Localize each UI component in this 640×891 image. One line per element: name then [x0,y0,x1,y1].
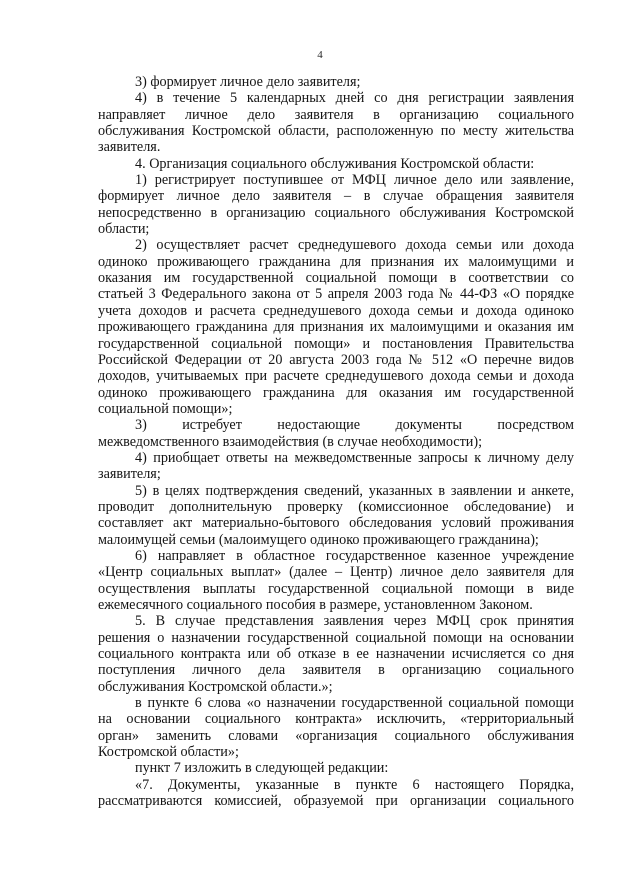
text-line: заявителя; [98,466,161,483]
text-line: Российской Федерации от 20 августа 2003 года № 512 «О перечне видов [98,351,574,368]
text-line: области; [98,221,150,238]
text-line: заявителя. [98,139,161,156]
text-line: 6) направляет в областное государственное казенное учреждение [135,547,574,564]
text-line: решения о назначении государственной социальной помощи на основании [98,629,574,646]
text-line: формирует личное дело заявителя – в случае обращения заявителя [98,188,574,205]
document-body [98,74,574,809]
text-line: социальной помощи»; [98,400,233,417]
text-line: социального контракта или об отказе в ее назначении исчисляется со дня [98,646,574,663]
text-line: составляет акт материально-бытового обследования условий проживания [98,515,574,532]
text-line: на основании социального контракта» исключить, «территориальный [98,711,574,728]
text-line: государственной социальной помощи» и постановления Правительства [98,335,574,352]
text-line: осуществления выплаты государственной социальной помощи в виде [98,580,574,597]
text-line: в пункте 6 слова «о назначении государственной социальной помощи [135,695,574,712]
text-line: одиноко проживающего гражданина для оказания им государственной [98,384,574,401]
text-line: межведомственного взаимодействия (в случае необходимости); [98,433,483,450]
text-line: статьей 3 Федерального закона от 5 апреля 2003 года № 44-ФЗ «О порядке [98,286,574,303]
text-line: 4. Организация социального обслуживания Костромской области: [135,155,535,172]
text-line: «Центр социальных выплат» (далее – Центр) личное дело заявителя для [98,564,574,581]
text-line: пункт 7 изложить в следующей редакции: [135,760,389,777]
text-line: 4) в течение 5 календарных дней со дня регистрации заявления [135,90,574,107]
text-line: 2) осуществляет расчет среднедушевого дохода семьи или дохода [135,237,574,254]
text-line: 3) истребует недостающие документы посредством [135,417,574,434]
text-line: 3) формирует личное дело заявителя; [135,74,361,90]
text-line: обслуживания Костромской области.»; [98,678,333,695]
text-line: Костромской области»; [98,744,239,761]
text-line: доходов, учитываемых при расчете среднедушевого дохода семьи и дохода [98,368,574,385]
text-line: орган» заменить словами «организация социального обслуживания [98,727,574,744]
text-line: направляет личное дело заявителя в организацию социального [98,106,574,123]
text-line: непосредственно в организацию социального обслуживания Костромской [98,204,574,221]
text-line: ежемесячного социального пособия в размере, установленном Законом. [98,597,533,613]
text-line: малоимущей семьи (малоимущего одиноко проживающего гражданина); [98,531,539,548]
text-line: 5. В случае представления заявления через МФЦ срок принятия [135,613,574,630]
text-line: 4) приобщает ответы на межведомственные запросы к личному делу [135,449,574,466]
text-line: проводит дополнительную проверку (комиссионное обследование) и [98,498,574,515]
text-line: обслуживания Костромской области, расположенную по месту жительства [98,123,574,140]
text-line: рассматриваются комиссией, образуемой при организации социального [98,793,574,810]
text-line: учета доходов и расчета среднедушевого дохода семьи и дохода одиноко [98,302,574,319]
text-line: одиноко проживающего гражданина для признания их малоимущими и [98,253,574,270]
text-line: «7. Документы, указанные в пункте 6 настоящего Порядка, [135,776,574,793]
text-line: 5) в целях подтверждения сведений, указанных в заявлении и анкете, [135,482,574,499]
text-line: проживающего гражданина для признания их малоимущими и оказания им [98,319,574,336]
text-line: оказания им государственной социальной помощи в соответствии со [98,270,574,287]
page-number: 4 [317,49,323,61]
text-line: 1) регистрирует поступившее от МФЦ личное дело или заявление, [135,172,574,189]
text-line: поступления личного дела заявителя в организацию социального [98,662,574,679]
